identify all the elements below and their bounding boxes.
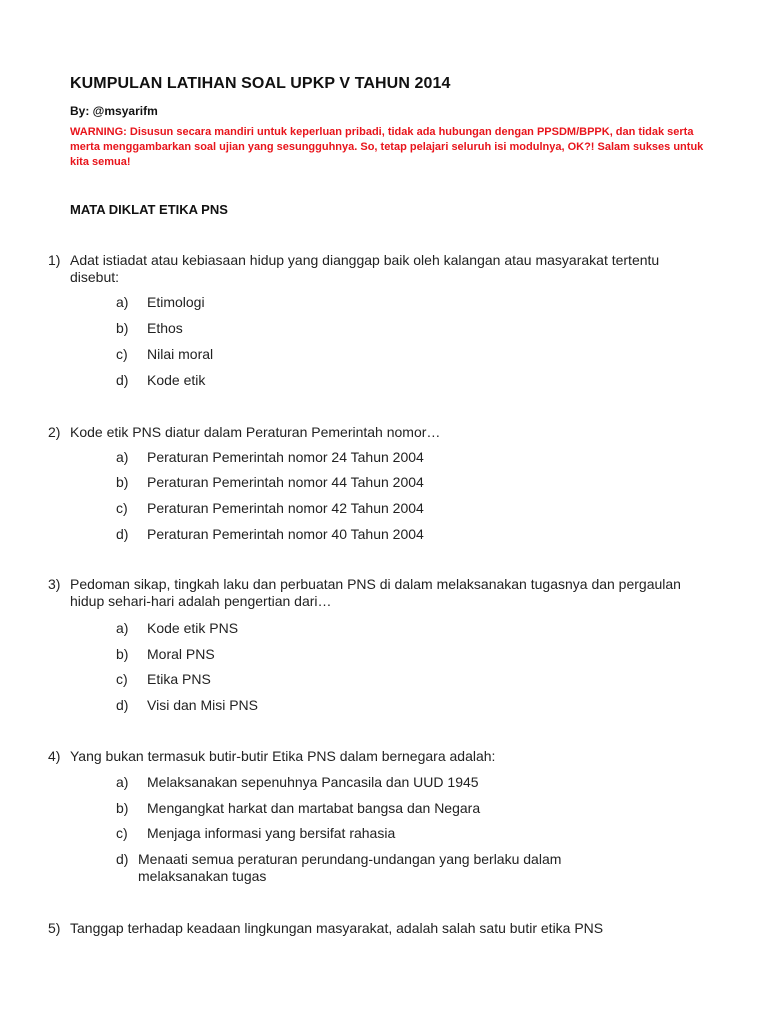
- option-text: Kode etik: [147, 372, 206, 388]
- option-1b: [116, 320, 636, 337]
- question-number: 1): [48, 252, 61, 268]
- question-5: [48, 920, 698, 937]
- option-letter: b): [116, 320, 129, 336]
- option-text: Peraturan Pemerintah nomor 24 Tahun 2004: [147, 449, 424, 465]
- option-3d: [116, 697, 636, 714]
- option-text: Melaksanakan sepenuhnya Pancasila dan UUD 1945: [147, 774, 479, 790]
- option-text: Mengangkat harkat dan martabat bangsa dan Negara: [147, 800, 481, 816]
- question-2: [48, 424, 698, 441]
- option-4a: [116, 774, 636, 791]
- question-3: [48, 576, 698, 610]
- option-letter: c): [116, 825, 128, 841]
- option-1d: [116, 372, 636, 389]
- option-2a: [116, 449, 636, 466]
- option-letter: a): [116, 449, 129, 465]
- option-letter: a): [116, 620, 129, 636]
- option-text: Nilai moral: [147, 346, 214, 362]
- option-text: Menjaga informasi yang bersifat rahasia: [147, 825, 396, 841]
- option-letter: c): [116, 346, 128, 362]
- option-letter: b): [116, 646, 129, 662]
- option-text: Menaati semua peraturan perundang-undangan yang berlaku dalam melaksanakan tugas: [138, 851, 562, 884]
- option-text: Etimologi: [147, 294, 205, 310]
- question-number: 2): [48, 424, 61, 440]
- option-letter: d): [116, 372, 129, 388]
- option-text: Peraturan Pemerintah nomor 40 Tahun 2004: [147, 526, 424, 542]
- question-1: [48, 252, 698, 286]
- question-text: Kode etik PNS diatur dalam Peraturan Pemerintah nomor…: [70, 424, 441, 440]
- option-text: Peraturan Pemerintah nomor 44 Tahun 2004: [147, 474, 424, 490]
- option-3a: [116, 620, 636, 637]
- option-letter: d): [116, 697, 129, 713]
- author-byline: By: @msyarifm: [70, 104, 158, 118]
- question-number: 5): [48, 920, 61, 936]
- option-3b: [116, 646, 636, 663]
- option-letter: b): [116, 474, 129, 490]
- question-number: 4): [48, 748, 61, 764]
- option-letter: a): [116, 774, 129, 790]
- document-title: KUMPULAN LATIHAN SOAL UPKP V TAHUN 2014: [70, 75, 451, 92]
- question-text: Pedoman sikap, tingkah laku dan perbuatan PNS di dalam melaksanakan tugasnya dan pergaulan hidup sehari-hari adalah pengertian dari…: [70, 576, 681, 609]
- option-letter: d): [116, 526, 129, 542]
- option-text: Visi dan Misi PNS: [147, 697, 259, 713]
- option-text: Moral PNS: [147, 646, 215, 662]
- option-text: Etika PNS: [147, 671, 211, 687]
- option-2b: [116, 474, 636, 491]
- option-text: Ethos: [147, 320, 183, 336]
- option-3c: [116, 671, 636, 688]
- option-1a: [116, 294, 636, 311]
- question-text: Yang bukan termasuk butir-butir Etika PNS dalam bernegara adalah:: [70, 748, 496, 764]
- option-2d: [116, 526, 636, 543]
- option-4c: [116, 825, 636, 842]
- question-number: 3): [48, 576, 61, 592]
- option-4b: [116, 800, 636, 817]
- option-2c: [116, 500, 636, 517]
- option-4d: [116, 851, 586, 885]
- question-text: Adat istiadat atau kebiasaan hidup yang dianggap baik oleh kalangan atau masyarakat tertentu disebut:: [70, 252, 660, 285]
- warning-notice: WARNING: Disusun secara mandiri untuk keperluan pribadi, tidak ada hubungan dengan PPSDM/BPPK, dan tidak serta merta menggambarkan soal ujian yang sesungguhnya. So, tetap pelajari seluruh isi modulnya, OK?! Salam sukses untuk kita semua!: [70, 126, 704, 168]
- option-letter: d): [116, 851, 129, 867]
- question-4: [48, 748, 698, 765]
- question-text: Tanggap terhadap keadaan lingkungan masyarakat, adalah salah satu butir etika PNS: [70, 920, 604, 936]
- option-letter: a): [116, 294, 129, 310]
- option-text: Kode etik PNS: [147, 620, 239, 636]
- option-1c: [116, 346, 636, 363]
- option-letter: c): [116, 671, 128, 687]
- option-text: Peraturan Pemerintah nomor 42 Tahun 2004: [147, 500, 424, 516]
- section-heading: MATA DIKLAT ETIKA PNS: [70, 202, 228, 217]
- option-letter: c): [116, 500, 128, 516]
- option-letter: b): [116, 800, 129, 816]
